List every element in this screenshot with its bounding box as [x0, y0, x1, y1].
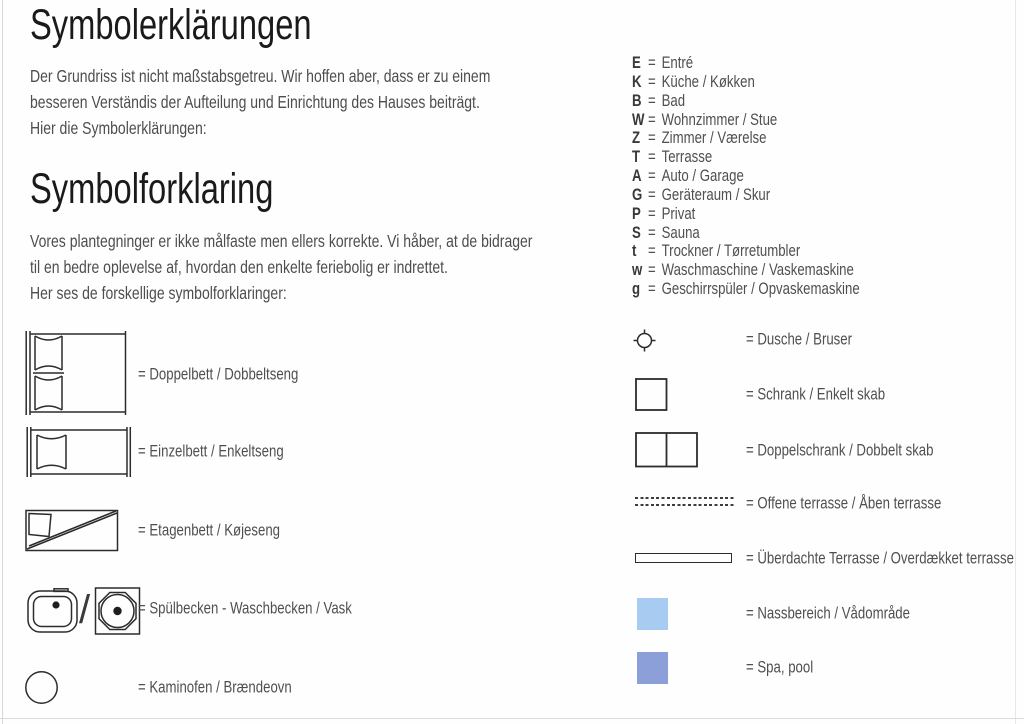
intro-german-line-2: besseren Verständis der Aufteilung und Einrichtung des Hauses beiträgt. — [30, 92, 480, 112]
legend-label-single-cabinet: = Schrank / Enkelt skab — [746, 385, 886, 404]
shower-icon — [633, 329, 656, 352]
title-german: Symbolerklärungen — [30, 1, 312, 49]
room-code-row — [632, 92, 860, 111]
intro-german-line-3: Hier die Symbolerklärungen: — [30, 118, 207, 138]
room-code-row — [632, 205, 860, 224]
room-code-letter: T — [632, 148, 641, 167]
legend-label-double-bed: = Doppelbett / Dobbeltseng — [138, 365, 299, 384]
intro-german-line-1: Der Grundriss ist nicht maßstabsgetreu. Wir hoffen aber, dass er zu einem — [30, 66, 491, 86]
room-code-row — [632, 280, 860, 299]
room-code-row — [632, 129, 860, 148]
equals-sign: = — [648, 110, 656, 129]
legend-label-covered-terrace: = Überdachte Terrasse / Overdækket terrasse — [746, 549, 1014, 568]
room-code-label: Zimmer / Værelse — [661, 129, 767, 148]
kitchen-sink-icon — [27, 588, 79, 635]
wet-area-swatch — [637, 598, 668, 630]
legend-label-bunk-bed: = Etagenbett / Køjeseng — [138, 521, 280, 540]
legend-label-spa-pool: = Spa, pool — [746, 658, 814, 677]
room-code-letter: W — [632, 110, 645, 129]
bunk-bed-icon — [25, 509, 119, 552]
room-code-label: Küche / Køkken — [661, 72, 755, 91]
equals-sign: = — [648, 185, 656, 204]
equals-sign: = — [648, 280, 656, 299]
wood-stove-icon — [24, 670, 59, 705]
equals-sign: = — [648, 167, 656, 186]
room-code-row — [632, 148, 860, 167]
room-code-label: Geräteraum / Skur — [661, 185, 771, 204]
room-code-label: Sauna — [661, 223, 700, 242]
room-code-letter: t — [632, 242, 637, 261]
equals-sign: = — [648, 261, 656, 280]
legend-label-shower: = Dusche / Bruser — [746, 330, 853, 349]
page-right-border — [1015, 0, 1016, 724]
room-code-letter: S — [632, 223, 641, 242]
single-cabinet-icon — [635, 378, 668, 411]
intro-danish-line-3: Her ses de forskellige symbolforklaringer: — [30, 283, 287, 303]
covered-terrace-icon — [635, 553, 732, 563]
equals-sign: = — [648, 72, 656, 91]
legend-label-stove: = Kaminofen / Brændeovn — [138, 678, 292, 697]
equals-sign: = — [648, 223, 656, 242]
room-code-label: Privat — [661, 204, 696, 223]
room-code-letter: E — [632, 54, 641, 72]
title-danish: Symbolforklaring — [30, 165, 274, 213]
room-code-row — [632, 186, 860, 205]
room-code-letter: Z — [632, 129, 641, 148]
equals-sign: = — [648, 54, 656, 72]
room-code-row — [632, 261, 860, 280]
equals-sign: = — [648, 242, 656, 261]
room-code-letter: w — [632, 261, 643, 280]
equals-sign: = — [648, 129, 656, 148]
double-bed-icon — [25, 331, 129, 415]
legend-label-sink: = Spülbecken - Waschbecken / Vask — [138, 599, 352, 618]
room-code-row — [632, 242, 860, 261]
room-code-label: Waschmaschine / Vaskemaskine — [661, 261, 854, 280]
double-cabinet-icon — [635, 432, 699, 468]
page-left-border — [2, 0, 3, 724]
open-terrace-icon — [635, 497, 734, 506]
room-code-letter: G — [632, 185, 643, 204]
intro-german — [30, 63, 490, 141]
spa-pool-swatch — [637, 652, 668, 684]
room-code-label: Terrasse — [661, 148, 713, 167]
room-code-letter: P — [632, 204, 641, 223]
legend-label-single-bed: = Einzelbett / Enkeltseng — [138, 442, 284, 461]
room-code-label: Trockner / Tørretumbler — [661, 242, 801, 261]
intro-danish-line-2: til en bedre oplevelse af, hvordan den enkelte feriebolig er indrettet. — [30, 257, 448, 277]
equals-sign: = — [648, 148, 656, 167]
legend-label-double-cabinet: = Doppelschrank / Dobbelt skab — [746, 441, 934, 460]
washbasin-icon — [94, 586, 141, 637]
room-code-label: Wohnzimmer / Stue — [661, 110, 778, 129]
room-code-label: Entré — [661, 54, 694, 72]
single-bed-icon — [26, 427, 132, 477]
room-code-row — [632, 167, 860, 186]
room-code-letter: B — [632, 91, 642, 110]
room-code-row — [632, 111, 860, 130]
room-code-label: Auto / Garage — [661, 167, 744, 186]
room-code-letter: g — [632, 280, 641, 299]
room-code-label: Bad — [661, 91, 686, 110]
room-code-row — [632, 73, 860, 92]
legend-label-open-terrace: = Offene terrasse / Åben terrasse — [746, 494, 942, 513]
room-code-label: Geschirrspüler / Opvaskemaskine — [661, 280, 860, 299]
room-code-list — [632, 54, 860, 299]
legend-label-wet-area: = Nassbereich / Vådområde — [746, 604, 910, 623]
intro-danish — [30, 228, 532, 306]
equals-sign: = — [648, 204, 656, 223]
room-code-row — [632, 224, 860, 243]
page-bottom-border — [0, 718, 1024, 719]
equals-sign: = — [648, 91, 656, 110]
slash-separator: / — [79, 588, 91, 632]
room-code-letter: K — [632, 72, 642, 91]
room-code-letter: A — [632, 167, 642, 186]
room-code-row — [632, 54, 860, 73]
intro-danish-line-1: Vores plantegninger er ikke målfaste men ellers korrekte. Vi håber, at de bidrager — [30, 231, 533, 251]
